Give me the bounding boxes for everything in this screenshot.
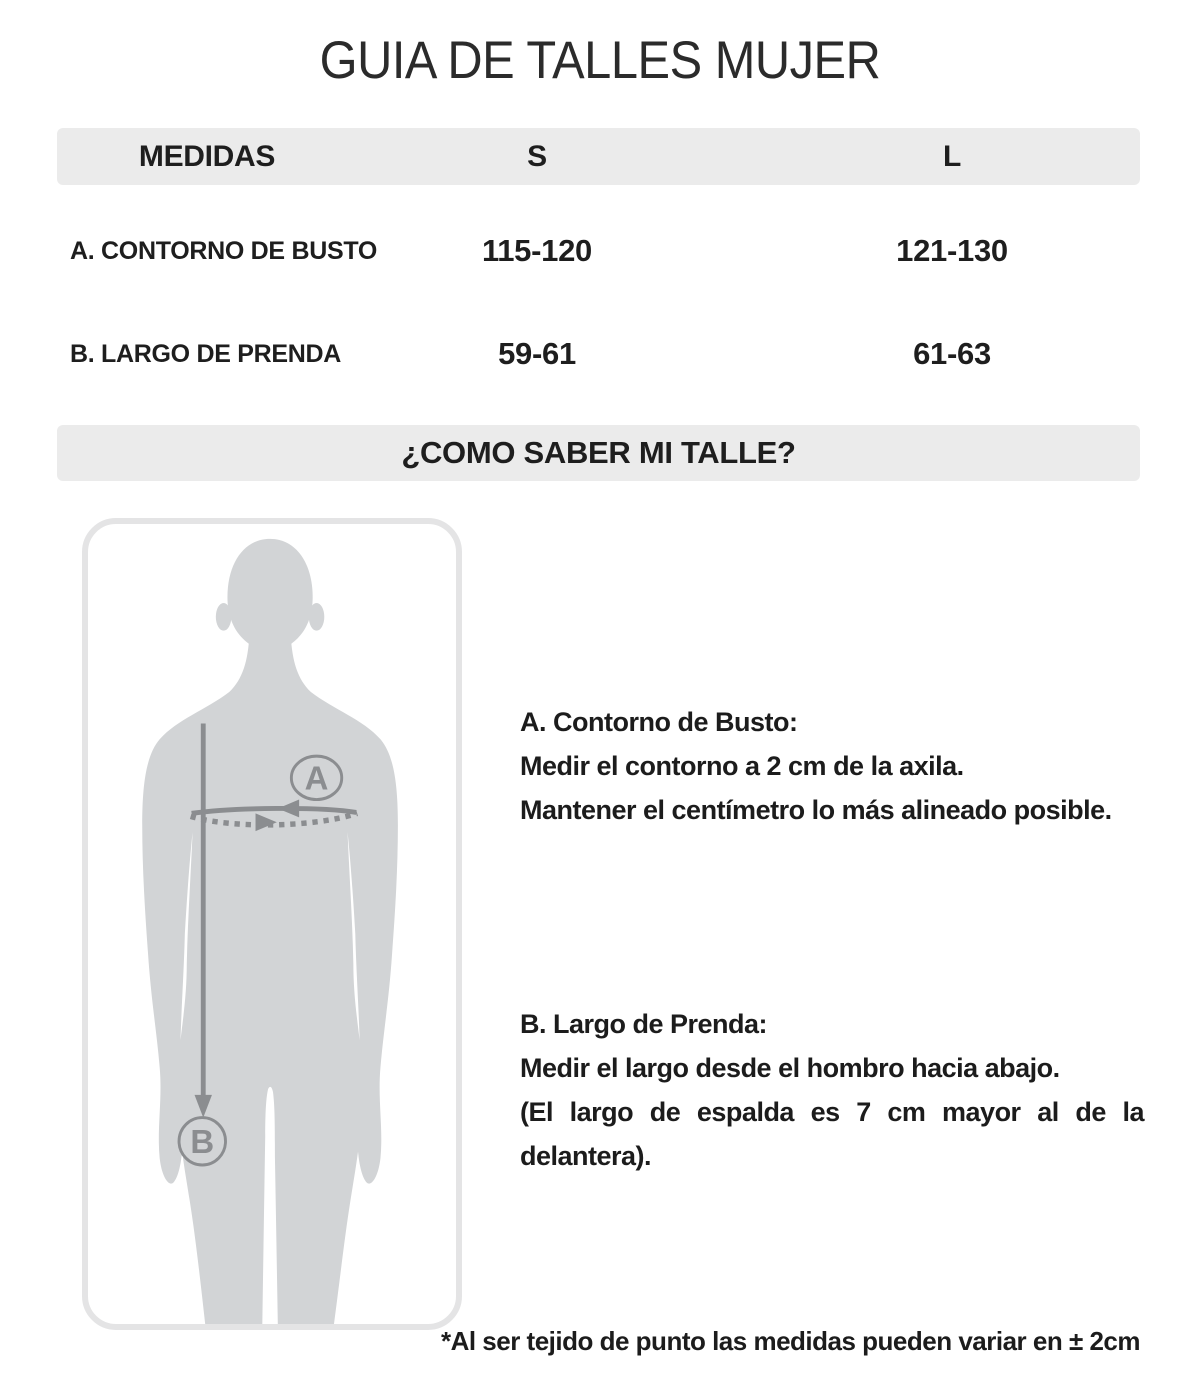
instruction-bust-line2: Mantener el centímetro lo más alineado posible.	[520, 795, 1112, 825]
marker-b-label: B	[190, 1123, 215, 1162]
bust-value-s: 115-120	[482, 233, 592, 268]
instruction-length-heading: B. Largo de Prenda:	[520, 1009, 768, 1039]
instruction-length-line2: (El largo de espalda es 7 cm mayor al de la delantera).	[520, 1097, 1144, 1171]
row-label-bust: A. CONTORNO DE BUSTO	[70, 237, 377, 265]
length-value-s: 59-61	[498, 336, 576, 371]
section-title: ¿COMO SABER MI TALLE?	[401, 435, 796, 470]
column-header-medidas: MEDIDAS	[138, 140, 276, 173]
table-header-bar	[57, 128, 1140, 185]
row-label-length: B. LARGO DE PRENDA	[70, 340, 342, 368]
instruction-length-line1: Medir el largo desde el hombro hacia abajo.	[520, 1053, 1060, 1083]
instruction-block-bust	[520, 700, 1144, 832]
footnote: *Al ser tejido de punto las medidas pueden variar en ± 2cm	[440, 1326, 1140, 1356]
column-header-size-s: S	[527, 140, 547, 173]
bust-value-l: 121-130	[896, 233, 1008, 268]
length-value-l: 61-63	[913, 336, 991, 371]
column-header-size-l: L	[942, 140, 962, 173]
instruction-block-length	[520, 1002, 1144, 1178]
section-header-bar	[57, 425, 1140, 481]
body-shape	[142, 621, 398, 1324]
instruction-bust-heading: A. Contorno de Busto:	[520, 707, 798, 737]
body-measurement-figure	[82, 518, 462, 1330]
marker-a-label: A	[304, 760, 329, 798]
silhouette-illustration	[88, 524, 456, 1324]
instruction-bust-line1: Medir el contorno a 2 cm de la axila.	[520, 751, 964, 781]
page-title: GUIA DE TALLES MUJER	[319, 31, 881, 90]
